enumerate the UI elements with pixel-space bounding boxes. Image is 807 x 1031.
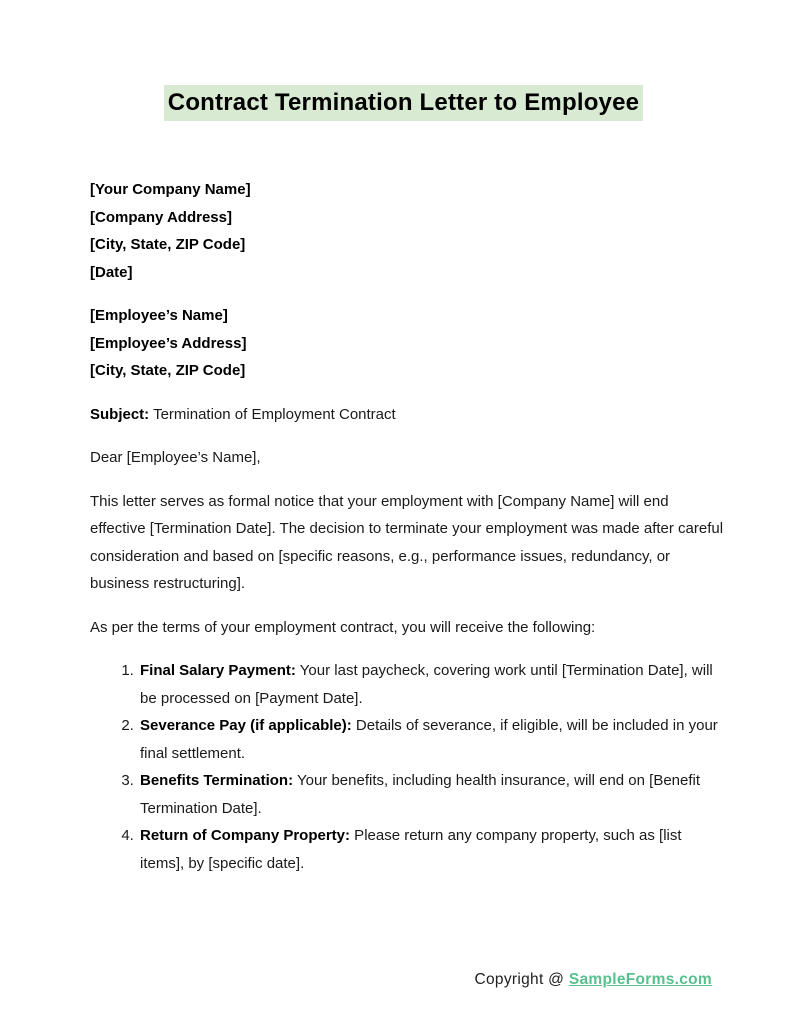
list-item-text: Your last paycheck, covering work until [Termination Date], will be processed on [Payment Date]. xyxy=(140,662,713,707)
recipient-block xyxy=(90,302,725,385)
list-item xyxy=(138,657,725,712)
list-item-label: Severance Pay (if applicable): xyxy=(140,717,352,734)
intro-paragraph: This letter serves as formal notice that your employment with [Company Name] will end effective [Termination Date]. The decision to terminate your employment was made after careful consideration and based on [specific reasons, e.g., performance issues, redundancy, or business restructuring]. xyxy=(90,492,724,592)
sampleforms-link[interactable]: SampleForms.com xyxy=(568,971,712,988)
document-title: Contract Termination Letter to Employee xyxy=(164,85,643,121)
list-item-text: Your benefits, including health insurance, will end on [Benefit Termination Date]. xyxy=(140,772,701,817)
list-item xyxy=(138,822,725,877)
list-item-label: Benefits Termination: xyxy=(140,772,294,789)
sender-block xyxy=(90,176,725,286)
list-item xyxy=(138,767,725,822)
list-item-label: Final Salary Payment: xyxy=(140,662,296,679)
letter-content xyxy=(90,176,725,877)
salutation: Dear [Employee’s Name], xyxy=(90,449,261,466)
sender-line: [Date] xyxy=(90,263,133,281)
recipient-line: [City, State, ZIP Code] xyxy=(90,362,246,379)
terms-intro-paragraph: As per the terms of your employment contract, you will receive the following: xyxy=(90,618,596,636)
subject-label: Subject: xyxy=(90,405,150,423)
list-item-text: Please return any company property, such as [list items], by [specific date]. xyxy=(140,827,682,872)
sender-line: [Your Company Name] xyxy=(90,181,251,198)
copyright-text: Copyright @ xyxy=(474,971,569,988)
sender-line: [City, State, ZIP Code] xyxy=(90,236,246,253)
footer xyxy=(0,966,712,993)
recipient-line: [Employee’s Address] xyxy=(90,334,247,352)
title-row xyxy=(0,85,807,121)
recipient-line: [Employee’s Name] xyxy=(90,307,228,324)
list-item-text: Details of severance, if eligible, will be included in your final settlement. xyxy=(140,717,718,762)
subject-line xyxy=(90,401,725,429)
subject-text: Termination of Employment Contract xyxy=(149,405,396,423)
list-item xyxy=(138,712,725,767)
sender-line: [Company Address] xyxy=(90,208,232,226)
list-item-label: Return of Company Property: xyxy=(140,827,351,844)
termination-terms-list xyxy=(90,657,725,877)
